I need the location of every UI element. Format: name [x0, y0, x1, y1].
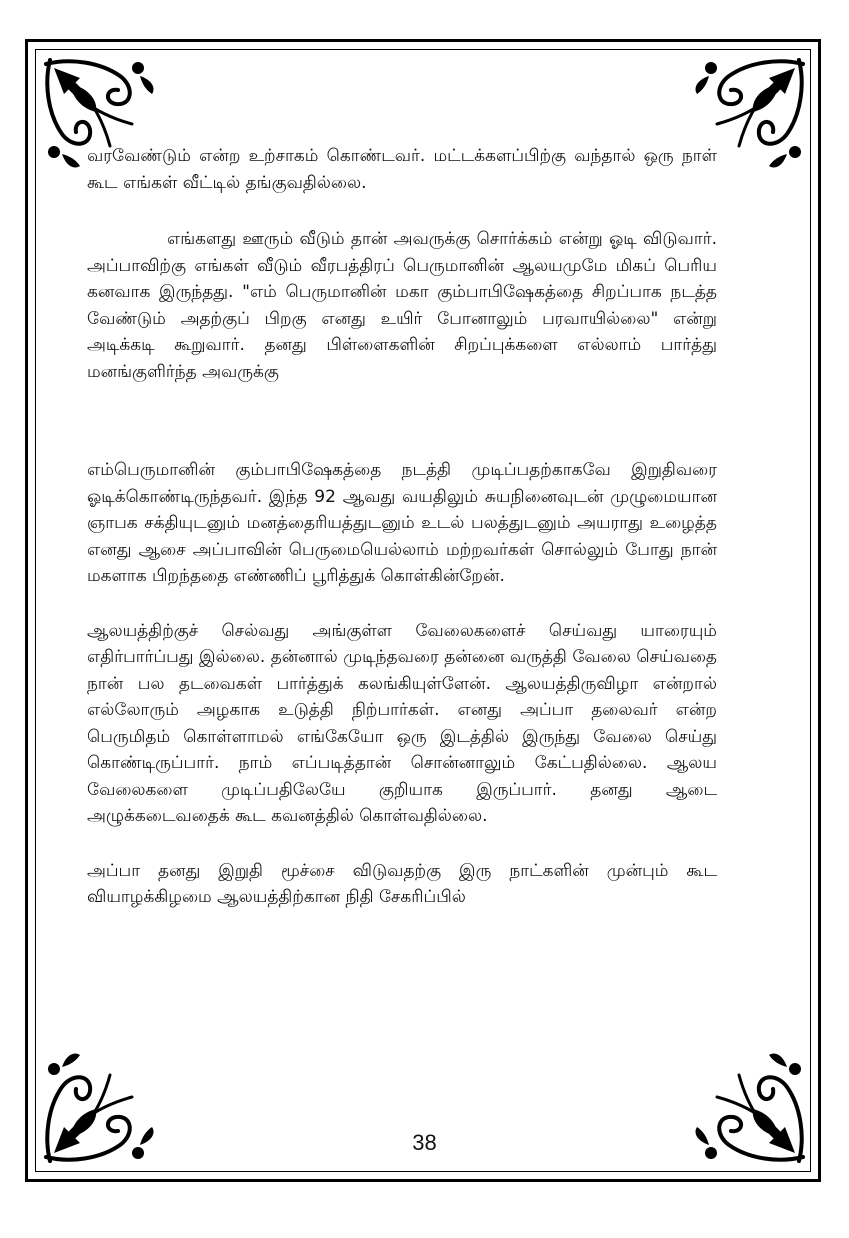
page-body: [87, 143, 717, 911]
paragraph: அப்பா தனது இறுதி மூச்சை விடுவதற்கு இரு நாட்களின் முன்பும் கூட வியாழக்கிழமை ஆலயத்திற்கான நிதி சேகரிப்பில்: [87, 860, 717, 907]
paragraph: எம்பெருமானின் கும்பாபிஷேகத்தை நடத்தி முடிப்பதற்காகவே இறுதிவரை ஓடிக்கொண்டிருந்தவர். இந்த 92 ஆவது வயதிலும் சுயநினைவுடன் முழுமையான ஞாபக சக்தியுடனும் மனத்தைரியத்துடனும் உடல் பலத்துடனும் அயராது உழைத்த எனது ஆசை அப்பாவின் பெருமையெல்லாம் மற்றவர்கள் சொல்லும் போது நான் மகளாக பிறந்ததை எண்ணிப் பூரித்துக் கொள்கின்றேன்.: [87, 460, 717, 586]
page-number: 38: [412, 1130, 437, 1155]
paragraph-spacer: [87, 196, 717, 226]
paragraph: ஆலயத்திற்குச் செல்வது அங்குள்ள வேலைகளைச் செய்வது யாரையும் எதிர்பார்ப்பது இல்லை. தன்னால் முடிந்தவரை தன்னை வருத்தி வேலை செய்வதை நான் பல தடவைகள் பார்த்துக் கலங்கியுள்ளேன். ஆலயத்திருவிழா என்றால் எல்லோரும் அழகாக உடுத்தி நிற்பார்கள். எனது அப்பா தலைவர் என்ற பெருமிதம் கொள்ளாமல் எங்கேயோ ஒரு இடத்தில் இருந்து வேலை செய்து கொண்டிருப்பார். நாம் எப்படித்தான் சொன்னாலும் கேட்பதில்லை. ஆலய வேலைகளை முடிப்பதிலேயே குறியாக இருப்பார். தனது ஆடை அழுக்கடைவதைக் கூட கவனத்தில் கொள்வதில்லை.: [87, 620, 717, 826]
paragraph-spacer: [87, 385, 717, 457]
paragraph: எங்களது ஊரும் வீடும் தான் அவருக்கு சொர்க்கம் என்று ஓடி விடுவார். அப்பாவிற்கு எங்கள் வீடும் வீரபத்திரப் பெருமானின் ஆலயமுமே மிகப் பெரிய கனவாக இருந்தது. "எம் பெருமானின் மகா கும்பாபிஷேகத்தை சிறப்பாக நடத்த வேண்டும் அதற்குப் பிறகு எனது உயிர் போனாலும் பரவாயில்லை" என்று அடிக்கடி கூறுவார். தனது பிள்ளைகளின் சிறப்புக்களை எல்லாம் பார்த்து மனங்குளிர்ந்த அவருக்கு: [87, 229, 717, 382]
paragraph-spacer: [87, 590, 717, 618]
paragraph: வரவேண்டும் என்ற உற்சாகம் கொண்டவர். மட்டக்களப்பிற்கு வந்தால் ஒரு நாள் கூட எங்கள் வீட்டில் தங்குவதில்லை.: [87, 146, 717, 193]
paragraph-spacer: [87, 830, 717, 858]
